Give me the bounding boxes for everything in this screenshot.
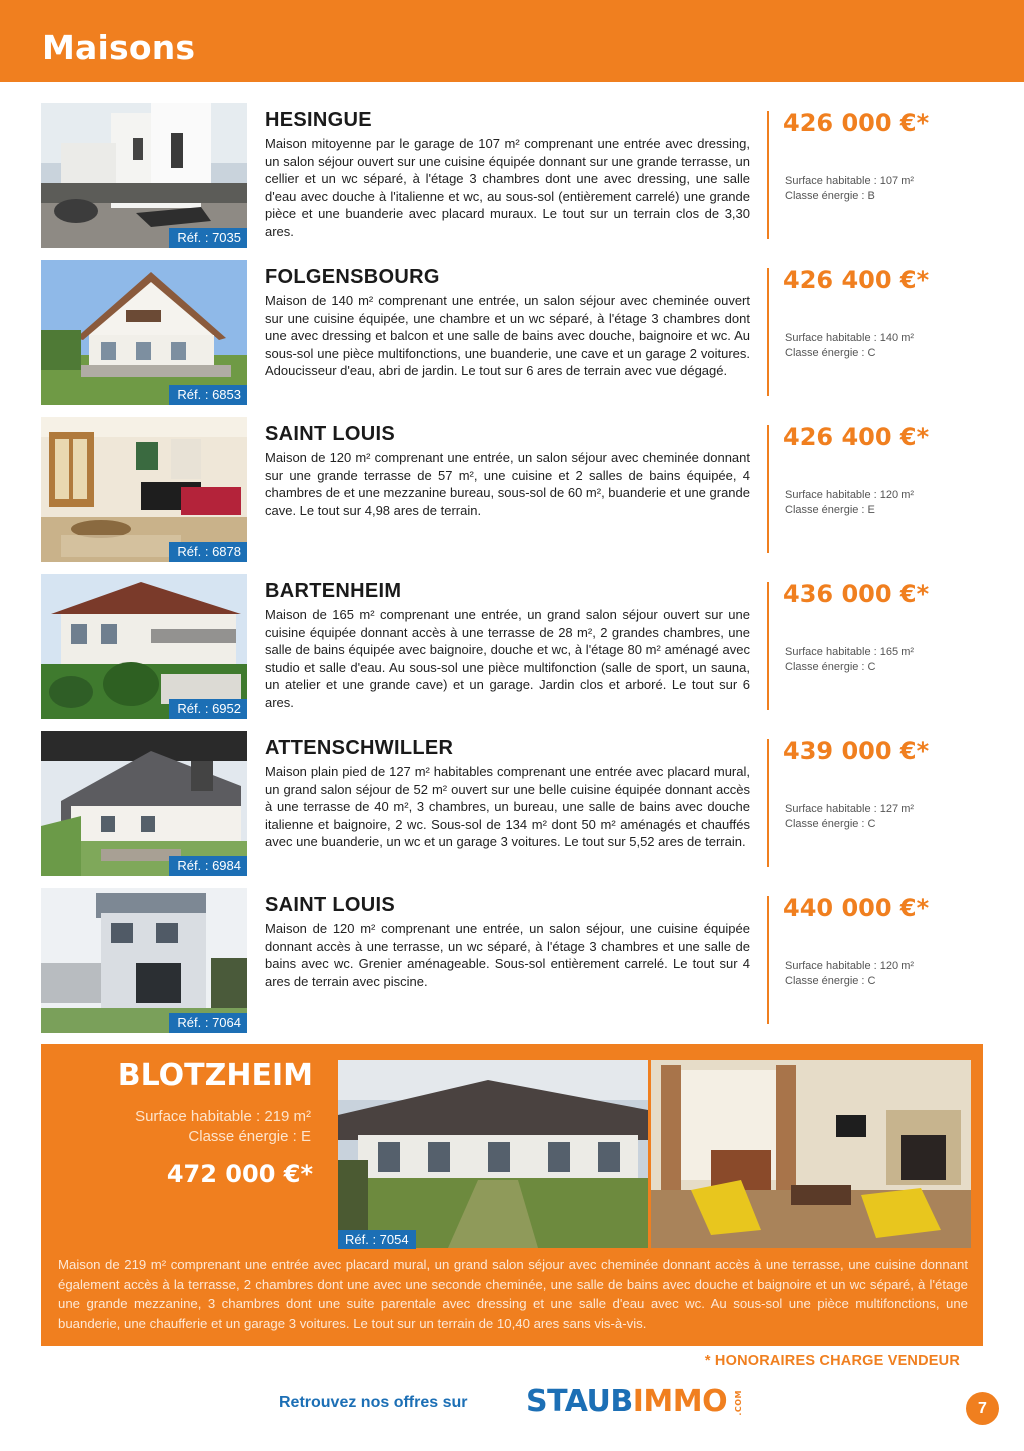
ref-badge: Réf. : 7064 — [169, 1013, 247, 1033]
property-photo[interactable] — [41, 888, 247, 1033]
listing-card[interactable] — [41, 574, 981, 720]
listing-town: SAINT LOUIS — [265, 423, 395, 445]
featured-interior-photo[interactable] — [651, 1060, 971, 1248]
listing-card[interactable] — [41, 731, 981, 877]
listing-energy-class: Classe énergie : B — [785, 190, 875, 202]
listing-energy-class: Classe énergie : C — [785, 975, 876, 987]
fees-note: * HONORAIRES CHARGE VENDEUR — [704, 1353, 960, 1369]
featured-listing[interactable] — [41, 1044, 983, 1346]
listing-town: FOLGENSBOURG — [265, 266, 440, 288]
listing-price: 436 000 €* — [783, 580, 930, 608]
listing-description: Maison de 120 m² comprenant une entrée, un salon séjour avec cheminée donnant sur une grande terrasse de 57 m², une cuisine et 2 salles de bains équipée, 4 chambres de et une mezzanine bureau, sous-sol de 60 m², buanderie et une grande cave. Le tout sur 4,98 ares de terrain. — [265, 450, 750, 518]
listing-surface: Surface habitable : 165 m² — [785, 646, 915, 658]
listing-energy-class: Classe énergie : C — [785, 347, 876, 359]
featured-exterior-photo[interactable] — [338, 1060, 648, 1248]
ref-badge: Réf. : 6952 — [169, 699, 247, 719]
ref-badge: Réf. : 6984 — [169, 856, 247, 876]
ref-badge: Réf. : 6853 — [169, 385, 247, 405]
divider — [767, 111, 769, 239]
listing-description: Maison mitoyenne par le garage de 107 m² comprenant une entrée avec dressing, un salon séjour ouvert sur une cuisine équipée donnant sur une grande terrasse, un cellier et un wc séparé, à l'étage 3 chambres dont une avec dressing, une salle d'eau avec douche à l'italienne et wc, au sous-sol (entièrement carrelé) une grande pièce et une buanderie avec placard muraux. Le tout sur un terrain clos de 3,30 ares. — [265, 136, 750, 239]
property-photo[interactable] — [41, 260, 247, 405]
listing-description: Maison de 140 m² comprenant une entrée, un salon séjour avec cheminée ouvert sur une cuisine équipée, une chambre et un wc séparé, à l'étage 3 chambres dont une avec dressing et balcon et une salle de bains avec douche, baignoire et wc. Au sous-sol une pièce multifonctions, une buanderie, une cave et un garage 2 voitures. Adoucisseur d'eau, abri de jardin. Le tout sur 6 ares de terrain avec vue dégagé. — [265, 293, 750, 379]
property-photo[interactable] — [41, 574, 247, 719]
listing-surface: Surface habitable : 107 m² — [785, 175, 915, 187]
featured-price: 472 000 €* — [166, 1160, 313, 1188]
listing-surface: Surface habitable : 120 m² — [785, 960, 915, 972]
property-photo[interactable] — [41, 731, 247, 876]
listing-description: Maison de 165 m² comprenant une entrée, un grand salon séjour ouvert sur une cuisine équipée donnant accès à une terrasse de 28 m², 2 grandes chambres, une salle de bains équipée avec baignoire, douche et wc, à l'étage 80 m² aménagé avec studio et salle d'eau. Au sous-sol une pièce multifonction (salle de sport, un sauna, un atelier et une grande cave) et un garage. Jardin clos et arboré. Le tout sur 6 ares. — [265, 607, 750, 710]
property-photo[interactable] — [41, 417, 247, 562]
divider — [767, 896, 769, 1024]
listing-price: 440 000 €* — [783, 894, 930, 922]
ref-badge: Réf. : 6878 — [169, 542, 247, 562]
listing-town: HESINGUE — [265, 109, 372, 131]
listing-surface: Surface habitable : 120 m² — [785, 489, 915, 501]
listing-energy-class: Classe énergie : C — [785, 661, 876, 673]
listing-card[interactable] — [41, 888, 981, 1034]
ref-badge: Réf. : 7054 — [338, 1230, 416, 1249]
listing-price: 439 000 €* — [783, 737, 930, 765]
featured-energy-class: Classe énergie : E — [188, 1128, 311, 1145]
listing-town: SAINT LOUIS — [265, 894, 395, 916]
offers-tagline: Retrouvez nos offres sur — [279, 1394, 468, 1411]
page-number: 7 — [966, 1392, 999, 1425]
listing-card[interactable] — [41, 417, 981, 563]
listing-card[interactable] — [41, 103, 981, 249]
property-photo[interactable] — [41, 103, 247, 248]
featured-description: Maison de 219 m² comprenant une entrée avec placard mural, un grand salon séjour avec cheminée donnant accès à une terrasse, une cuisine donnant également accès à la terrasse, 2 chambres dont une avec une seconde cheminée, une salle de bains avec douche et baignoire et un wc séparé, à l'étage une grande mezzanine, 3 chambres dont une suite parentale avec dressing et une salle d'eau avec wc. Au sous-sol une pièce multifonctions, une buanderie, une chaufferie et un garage 3 voitures. Le tout sur un terrain de 10,40 ares sans vis-à-vis. — [58, 1257, 968, 1331]
listing-energy-class: Classe énergie : C — [785, 818, 876, 830]
ref-badge: Réf. : 7035 — [169, 228, 247, 248]
page-title: Maisons — [42, 28, 196, 67]
listing-description: Maison plain pied de 127 m² habitables comprenant une entrée avec placard mural, un grand salon séjour de 52 m² ouvert sur une belle cuisine équipée donnant accès à une terrasse de 40 m², 3 chambres, un bureau, une salle de bains avec douche italienne et baignoire, 2 wc. Sous-sol de 134 m² dont 50 m² aménagés et chauffés avec une buanderie, un wc et un garage 3 voitures. Le tout sur 5,52 ares de terrain. — [265, 764, 750, 850]
divider — [767, 739, 769, 867]
listing-card[interactable] — [41, 260, 981, 406]
staubimmo-logo[interactable] — [526, 1384, 743, 1419]
logo-part-immo: IMMO — [632, 1384, 728, 1419]
logo-part-staub: STAUB — [526, 1384, 633, 1419]
logo-part-com: .COM — [734, 1390, 743, 1416]
divider — [767, 582, 769, 710]
listing-town: BARTENHEIM — [265, 580, 402, 602]
divider — [767, 268, 769, 396]
listing-price: 426 400 €* — [783, 266, 930, 294]
listing-surface: Surface habitable : 127 m² — [785, 803, 915, 815]
listing-price: 426 000 €* — [783, 109, 930, 137]
listing-town: ATTENSCHWILLER — [265, 737, 454, 759]
page-header — [0, 0, 1024, 82]
featured-surface: Surface habitable : 219 m² — [135, 1108, 311, 1125]
listing-description: Maison de 120 m² comprenant une entrée, un salon séjour, une cuisine équipée donnant accès à une terrasse, un wc séparé, à l'étage 3 chambres et une salle de bains avec wc. Grenier aménageable. Sous-sol entièrement carrelé. Le tout sur 4 ares de terrain avec piscine. — [265, 921, 750, 989]
featured-town: BLOTZHEIM — [117, 1058, 313, 1093]
listing-energy-class: Classe énergie : E — [785, 504, 875, 516]
listing-price: 426 400 €* — [783, 423, 930, 451]
listing-surface: Surface habitable : 140 m² — [785, 332, 915, 344]
divider — [767, 425, 769, 553]
